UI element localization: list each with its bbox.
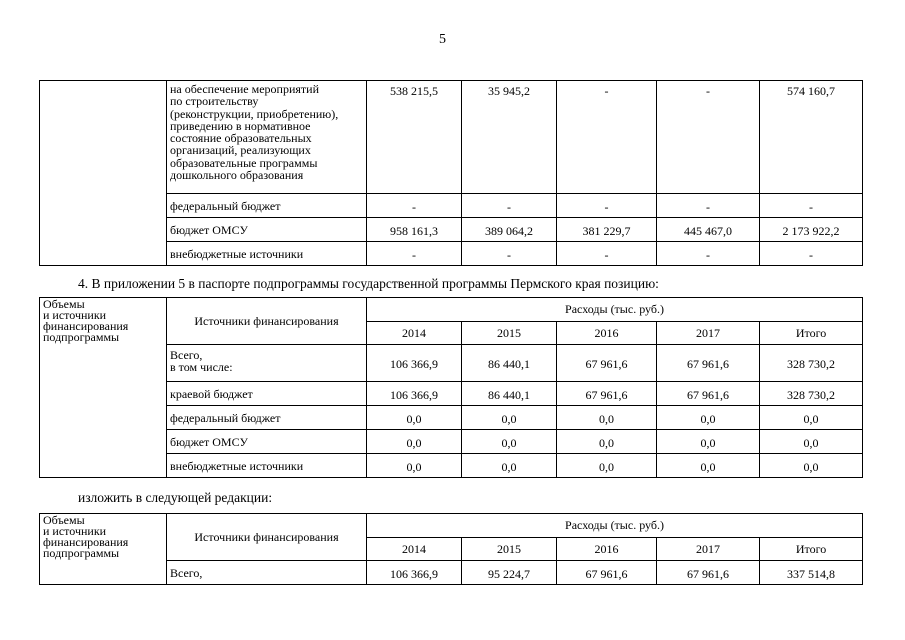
expenses-header: Расходы (тыс. руб.) (367, 298, 863, 322)
value-cell-total: 337 514,8 (760, 561, 863, 585)
source-cell: федеральный бюджет (167, 406, 367, 430)
value-cell-2015: 389 064,2 (462, 218, 557, 242)
value-cell-2015: 86 440,1 (462, 382, 557, 406)
sources-header: Источники финансирования (167, 298, 367, 345)
value-cell-2016: 67 961,6 (557, 345, 657, 382)
year-header: 2016 (557, 538, 657, 561)
value-cell-2017: 0,0 (657, 406, 760, 430)
value-cell-2014: - (367, 242, 462, 266)
value-cell-total: 328 730,2 (760, 382, 863, 406)
value-cell-2017: 445 467,0 (657, 218, 760, 242)
source-line: образовательные программы (170, 155, 318, 170)
source-cell: бюджет ОМСУ (167, 218, 367, 242)
table-old-position (39, 297, 863, 478)
value-cell-total: - (760, 242, 863, 266)
value-cell-2017: 67 961,6 (657, 561, 760, 585)
blank-label-cell (40, 81, 167, 266)
value-cell-2014: 538 215,5 (367, 81, 462, 194)
value-cell-2015: 95 224,7 (462, 561, 557, 585)
value-cell-2016: - (557, 194, 657, 218)
year-header: 2015 (462, 538, 557, 561)
total-header: Итого (760, 538, 863, 561)
value-cell-total: 0,0 (760, 406, 863, 430)
source-line: в том числе: (170, 360, 233, 374)
paragraph-item-4: 4. В приложении 5 в паспорте подпрограммы государственной программы Пермского края позицию: (78, 276, 659, 291)
expenses-header: Расходы (тыс. руб.) (367, 514, 863, 538)
source-cell: федеральный бюджет (167, 194, 367, 218)
value-cell-2014: - (367, 194, 462, 218)
source-line: приведению в нормативное (170, 118, 311, 133)
value-cell-2016: - (557, 81, 657, 194)
label-line: финансирования (43, 535, 129, 549)
value-cell-2014: 106 366,9 (367, 345, 462, 382)
value-cell-2017: 0,0 (657, 430, 760, 454)
value-cell-2016: 0,0 (557, 454, 657, 478)
year-header: 2014 (367, 538, 462, 561)
source-cell: Всего, (167, 561, 367, 585)
sources-header: Источники финансирования (167, 514, 367, 561)
label-line: финансирования (43, 319, 129, 333)
header-row (40, 514, 863, 538)
value-cell-2014: 958 161,3 (367, 218, 462, 242)
year-header: 2017 (657, 538, 760, 561)
value-cell-2015: 0,0 (462, 454, 557, 478)
value-cell-total: - (760, 194, 863, 218)
value-cell-2014: 0,0 (367, 454, 462, 478)
label-line: подпрограммы (43, 330, 120, 344)
year-header: 2016 (557, 322, 657, 345)
year-header: 2017 (657, 322, 760, 345)
label-line: подпрограммы (43, 546, 120, 560)
source-line: организаций, реализующих (170, 143, 311, 158)
value-cell-2015: - (462, 242, 557, 266)
value-cell-2016: 67 961,6 (557, 382, 657, 406)
value-cell-2015: 86 440,1 (462, 345, 557, 382)
source-cell: бюджет ОМСУ (167, 430, 367, 454)
label-line: и источники (43, 524, 107, 538)
page-number: 5 (439, 32, 446, 47)
table-continuation (39, 80, 863, 266)
value-cell-2017: 67 961,6 (657, 345, 760, 382)
source-line: Всего, (170, 348, 203, 362)
value-cell-2016: - (557, 242, 657, 266)
label-line: и источники (43, 308, 107, 322)
value-cell-total: 328 730,2 (760, 345, 863, 382)
value-cell-2017: - (657, 242, 760, 266)
value-cell-2014: 106 366,9 (367, 561, 462, 585)
table-new-edition (39, 513, 863, 585)
table-row (40, 81, 863, 194)
source-cell (167, 81, 367, 194)
source-line: состояние образовательных (170, 131, 312, 146)
source-cell (167, 345, 367, 382)
source-line: (реконструкции, приобретению), (170, 106, 339, 121)
header-row (40, 298, 863, 322)
source-line: на обеспечение мероприятий (170, 82, 319, 96)
value-cell-2017: 0,0 (657, 454, 760, 478)
value-cell-2015: 0,0 (462, 430, 557, 454)
value-cell-2015: 35 945,2 (462, 81, 557, 194)
source-cell: краевой бюджет (167, 382, 367, 406)
value-cell-2017: 67 961,6 (657, 382, 760, 406)
total-header: Итого (760, 322, 863, 345)
value-cell-2017: - (657, 81, 760, 194)
source-cell: внебюджетные источники (167, 242, 367, 266)
value-cell-total: 574 160,7 (760, 81, 863, 194)
value-cell-2016: 67 961,6 (557, 561, 657, 585)
volumes-label-cell (40, 298, 167, 478)
source-cell: внебюджетные источники (167, 454, 367, 478)
year-header: 2014 (367, 322, 462, 345)
value-cell-total: 2 173 922,2 (760, 218, 863, 242)
value-cell-2015: - (462, 194, 557, 218)
value-cell-2014: 106 366,9 (367, 382, 462, 406)
paragraph-new-edition: изложить в следующей редакции: (78, 490, 273, 505)
value-cell-2016: 381 229,7 (557, 218, 657, 242)
label-line: Объемы (43, 297, 85, 311)
value-cell-2017: - (657, 194, 760, 218)
value-cell-total: 0,0 (760, 430, 863, 454)
year-header: 2015 (462, 322, 557, 345)
value-cell-2016: 0,0 (557, 406, 657, 430)
source-line: по строительству (170, 94, 259, 109)
label-line: Объемы (43, 513, 85, 527)
value-cell-2015: 0,0 (462, 406, 557, 430)
value-cell-2016: 0,0 (557, 430, 657, 454)
volumes-label-cell (40, 514, 167, 585)
value-cell-2014: 0,0 (367, 430, 462, 454)
value-cell-2014: 0,0 (367, 406, 462, 430)
source-line: дошкольного образования (170, 168, 304, 183)
value-cell-total: 0,0 (760, 454, 863, 478)
